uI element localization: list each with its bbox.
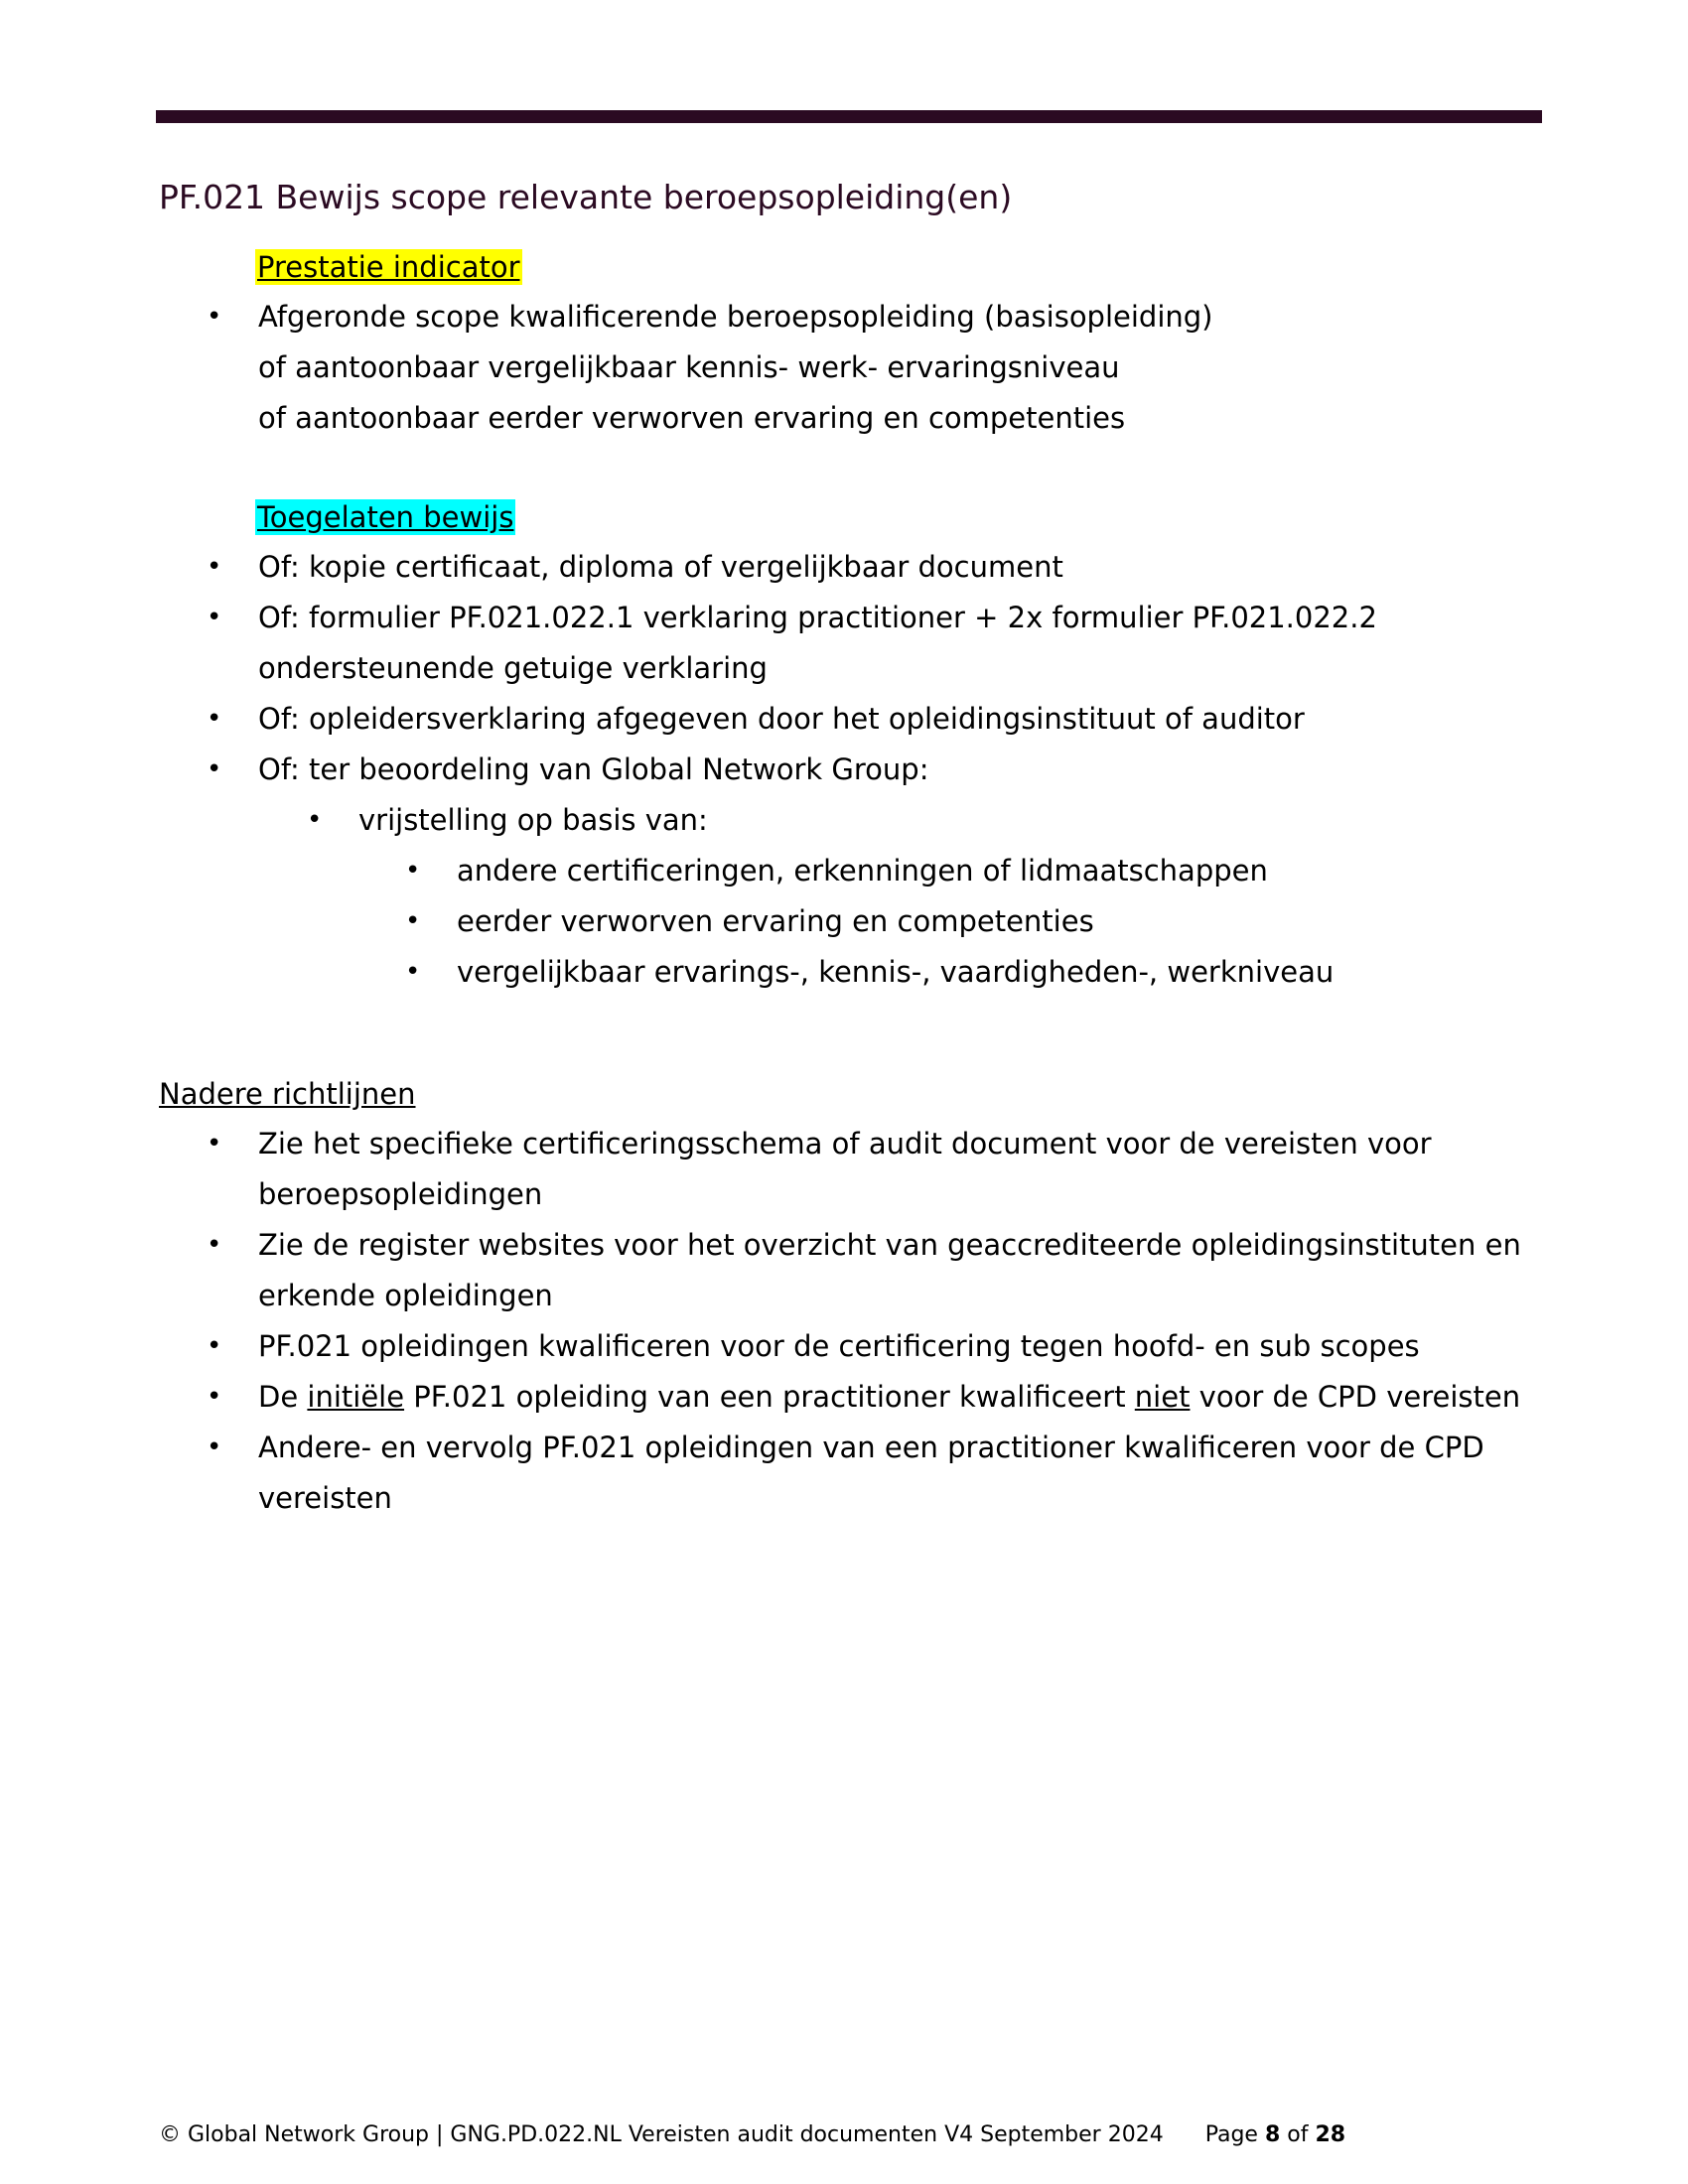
list-item-continuation: of aantoonbaar eerder verworven ervaring en competenties [258,401,1126,435]
page-footer [159,2122,1345,2147]
list-item: • Of: kopie certificaat, diploma of vergelijkbaar document [0,542,1377,593]
underlined-word: initiële [307,1380,405,1414]
sub-list-item: • vrijstelling op basis van: [0,795,1377,846]
bullet-icon: • [207,1433,222,1462]
list-item: • Afgeronde scope kwalificerende beroepsopleiding (basisopleiding) [0,292,1213,342]
underlined-word: niet [1134,1380,1191,1414]
sub-sub-list-item: • vergelijkbaar ervarings-, kennis-, vaardigheden-, werkniveau [0,947,1377,998]
list-item-continuation: ondersteunende getuige verklaring [258,651,768,685]
list-item: • Zie het specifieke certificeringsschema of audit document voor de vereisten voor [0,1119,1521,1169]
bullet-icon: • [207,302,222,332]
toegelaten-bewijs-heading: Toegelaten bewijs [257,500,514,534]
bewijs-list [0,542,1377,998]
bullet-icon: • [207,1382,222,1412]
page-title: PF.021 Bewijs scope relevante beroepsopleiding(en) [159,178,1013,216]
bullet-icon: • [207,603,222,632]
list-item: • PF.021 opleidingen kwalificeren voor de certificering tegen hoofd- en sub scopes [0,1321,1521,1372]
list-item: • Of: opleidersverklaring afgegeven door het opleidingsinstituut of auditor [0,694,1377,745]
richtlijnen-list [0,1119,1521,1524]
nadere-richtlijnen-heading: Nadere richtlijnen [159,1077,416,1111]
list-item-continuation: of aantoonbaar vergelijkbaar kennis- werk- ervaringsniveau [258,350,1120,384]
bullet-icon: • [207,1230,222,1260]
bullet-icon: • [405,856,421,886]
list-item: • Of: formulier PF.021.022.1 verklaring practitioner + 2x formulier PF.021.022.2 [0,593,1377,643]
footer-copyright: © Global Network Group | GNG.PD.022.NL Vereisten audit documenten V4 September 2024 [159,2122,1164,2147]
list-item: • Zie de register websites voor het overzicht van geaccrediteerde opleidingsinstituten en [0,1220,1521,1271]
prestatie-list [0,292,1213,444]
bullet-icon: • [207,1129,222,1159]
bullet-icon: • [207,552,222,582]
list-item-continuation: beroepsopleidingen [258,1177,543,1211]
sub-sub-list-item: • andere certificeringen, erkenningen of lidmaatschappen [0,846,1377,896]
sub-sub-list-item: • eerder verworven ervaring en competenties [0,896,1377,947]
bullet-icon: • [307,805,323,835]
bullet-icon: • [207,704,222,734]
list-item: • Of: ter beoordeling van Global Network Group: [0,745,1377,795]
header-rule [156,110,1542,123]
prestatie-indicator-heading: Prestatie indicator [257,250,520,284]
list-item: • De initiële PF.021 opleiding van een practitioner kwalificeert niet voor de CPD vereisten [0,1372,1521,1423]
list-item-continuation: vereisten [258,1481,392,1515]
bullet-icon: • [405,957,421,987]
page-number: Page 8 of 28 [1204,2122,1346,2147]
bullet-icon: • [207,754,222,784]
bullet-icon: • [207,1331,222,1361]
bullet-icon: • [405,906,421,936]
list-item-continuation: erkende opleidingen [258,1279,553,1312]
list-item: • Andere- en vervolg PF.021 opleidingen van een practitioner kwalificeren voor de CPD [0,1423,1521,1473]
